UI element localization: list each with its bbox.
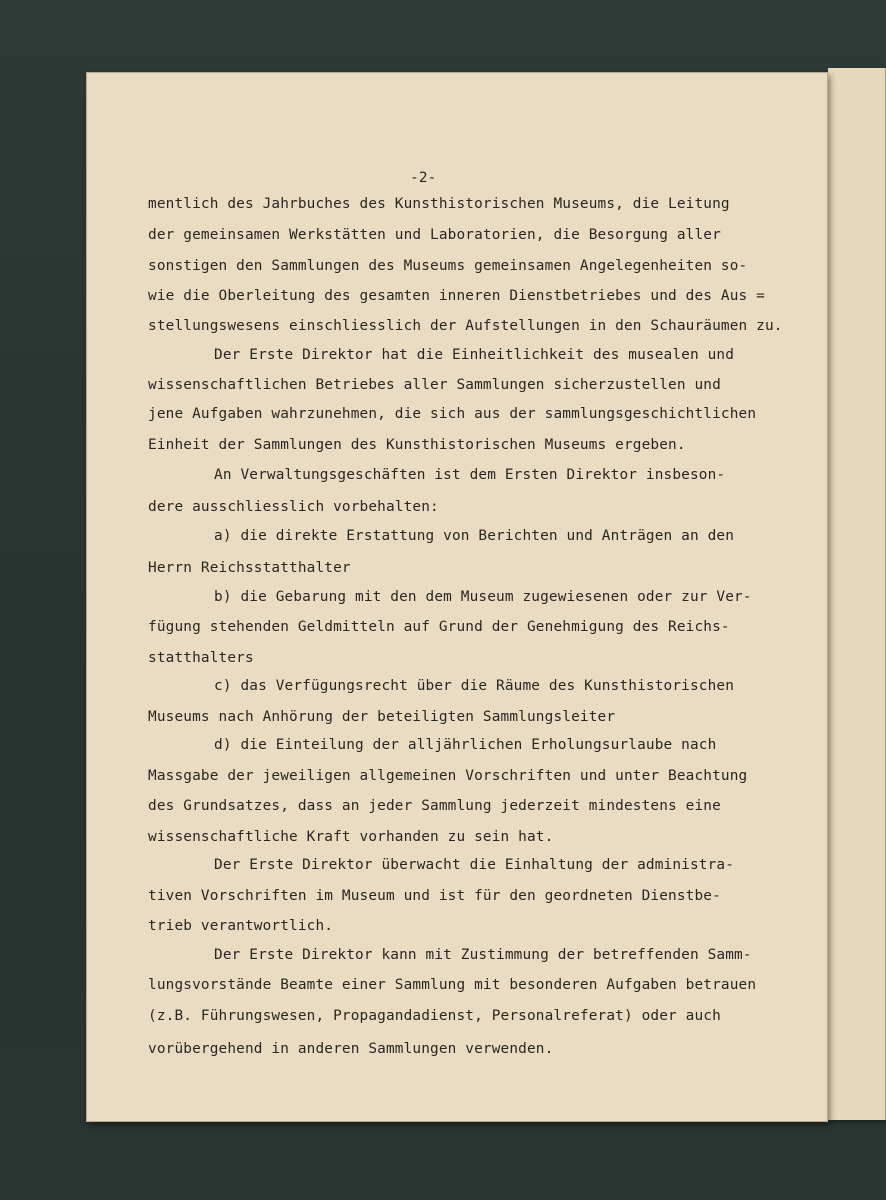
text-line: Der Erste Direktor hat die Einheitlichkeit des musealen und: [214, 347, 735, 363]
text-line: wissenschaftliche Kraft vorhanden zu sein hat.: [148, 829, 554, 845]
text-line: trieb verantwortlich.: [148, 918, 334, 934]
text-line: Einheit der Sammlungen des Kunsthistorischen Museums ergeben.: [148, 437, 686, 453]
text-line: a) die direkte Erstattung von Berichten und Anträgen an den: [214, 528, 735, 544]
text-line: Der Erste Direktor überwacht die Einhaltung der administra-: [214, 857, 735, 873]
text-line: Herrn Reichsstatthalter: [148, 560, 351, 576]
text-line: stellungswesens einschliesslich der Aufstellungen in den Schauräumen zu.: [148, 318, 783, 334]
text-line: dere ausschliesslich vorbehalten:: [148, 499, 439, 515]
text-line: vorübergehend in anderen Sammlungen verwenden.: [148, 1041, 554, 1057]
text-line: fügung stehenden Geldmitteln auf Grund der Genehmigung des Reichs-: [148, 619, 730, 635]
text-line: des Grundsatzes, dass an jeder Sammlung jederzeit mindestens eine: [148, 798, 721, 814]
text-line: An Verwaltungsgeschäften ist dem Ersten Direktor insbeson-: [214, 467, 726, 483]
text-line: (z.B. Führungswesen, Propagandadienst, Personalreferat) oder auch: [148, 1008, 721, 1024]
text-line: sonstigen den Sammlungen des Museums gemeinsamen Angelegenheiten so-: [148, 258, 748, 274]
text-line: Massgabe der jeweiligen allgemeinen Vorschriften und unter Beachtung: [148, 768, 748, 784]
text-line: tiven Vorschriften im Museum und ist für den geordneten Dienstbe-: [148, 888, 721, 904]
text-line: d) die Einteilung der alljährlichen Erholungsurlaube nach: [214, 737, 717, 753]
text-line: c) das Verfügungsrecht über die Räume des Kunsthistorischen: [214, 678, 735, 694]
text-line: Der Erste Direktor kann mit Zustimmung der betreffenden Samm-: [214, 947, 752, 963]
text-line: b) die Gebarung mit den dem Museum zugewiesenen oder zur Ver-: [214, 589, 752, 605]
text-line: wissenschaftlichen Betriebes aller Sammlungen sicherzustellen und: [148, 377, 721, 393]
text-line: Museums nach Anhörung der beteiligten Sammlungsleiter: [148, 709, 616, 725]
page-number: -2-: [410, 170, 437, 186]
text-line: jene Aufgaben wahrzunehmen, die sich aus der sammlungsgeschichtlichen: [148, 406, 757, 422]
adjacent-page-edge: [828, 68, 886, 1120]
text-line: der gemeinsamen Werkstätten und Laboratorien, die Besorgung aller: [148, 227, 721, 243]
text-line: lungsvorstände Beamte einer Sammlung mit besonderen Aufgaben betrauen: [148, 977, 757, 993]
text-line: mentlich des Jahrbuches des Kunsthistorischen Museums, die Leitung: [148, 196, 730, 212]
text-line: statthalters: [148, 650, 254, 666]
text-line: wie die Oberleitung des gesamten inneren Dienstbetriebes und des Aus =: [148, 288, 765, 304]
